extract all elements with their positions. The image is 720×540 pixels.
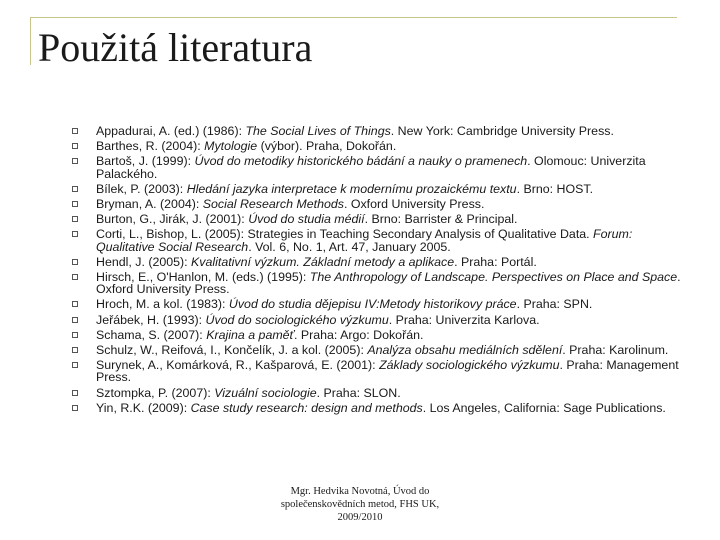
footer-line: Mgr. Hedvika Novotná, Úvod do bbox=[290, 486, 430, 497]
footer-line: 2009/2010 bbox=[337, 512, 383, 523]
square-bullet-icon bbox=[72, 301, 78, 307]
square-bullet-icon bbox=[72, 332, 78, 338]
reference-item: Schulz, W., Reifová, I., Končelík, J. a kol. (2005): Analýza obsahu mediálních sdělení. Praha: Karolinum. bbox=[72, 344, 682, 356]
square-bullet-icon bbox=[72, 143, 78, 149]
square-bullet-icon bbox=[72, 317, 78, 323]
reference-item: Bartoš, J. (1999): Úvod do metodiky historického bádání a nauky o pramenech. Olomouc: Univerzita Palackého. bbox=[72, 155, 682, 179]
reference-item: Schama, S. (2007): Krajina a paměť. Praha: Argo: Dokořán. bbox=[72, 329, 682, 341]
square-bullet-icon bbox=[72, 201, 78, 207]
reference-list bbox=[72, 125, 682, 417]
reference-item: Burton, G., Jirák, J. (2001): Úvod do studia médií. Brno: Barrister & Principal. bbox=[72, 213, 682, 225]
footer-line: společenskovědních metod, FHS UK, bbox=[280, 499, 440, 510]
slide-footer bbox=[240, 485, 480, 524]
slide-title: Použitá literatura bbox=[38, 25, 313, 70]
reference-item: Sztompka, P. (2007): Vizuální sociologie. Praha: SLON. bbox=[72, 387, 682, 399]
reference-item: Hendl, J. (2005): Kvalitativní výzkum. Základní metody a aplikace. Praha: Portál. bbox=[72, 256, 682, 268]
square-bullet-icon bbox=[72, 186, 78, 192]
reference-item: Appadurai, A. (ed.) (1986): The Social Lives of Things. New York: Cambridge University Press. bbox=[72, 125, 682, 137]
square-bullet-icon bbox=[72, 274, 78, 280]
square-bullet-icon bbox=[72, 158, 78, 164]
reference-item: Yin, R.K. (2009): Case study research: design and methods. Los Angeles, California: Sage Publications. bbox=[72, 402, 682, 414]
square-bullet-icon bbox=[72, 259, 78, 265]
reference-item: Barthes, R. (2004): Mytologie (výbor). Praha, Dokořán. bbox=[72, 140, 682, 152]
square-bullet-icon bbox=[72, 216, 78, 222]
square-bullet-icon bbox=[72, 231, 78, 237]
reference-item: Surynek, A., Komárková, R., Kašparová, E. (2001): Základy sociologického výzkumu. Praha: Management Press. bbox=[72, 359, 682, 383]
reference-item: Bryman, A. (2004): Social Research Methods. Oxford University Press. bbox=[72, 198, 682, 210]
reference-item: Corti, L., Bishop, L. (2005): Strategies in Teaching Secondary Analysis of Qualitative Data. Forum: Qualitative Social Research. Vol. 6, No. 1, Art. 47, January 2005. bbox=[72, 228, 682, 252]
reference-item: Hirsch, E., O'Hanlon, M. (eds.) (1995): The Anthropology of Landscape. Perspectives on Place and Space. Oxford University Press. bbox=[72, 271, 682, 295]
reference-item: Hroch, M. a kol. (1983): Úvod do studia dějepisu IV:Metody historikovy práce. Praha: SPN. bbox=[72, 298, 682, 310]
frame-top-line bbox=[30, 17, 677, 18]
frame-left-line bbox=[30, 17, 31, 65]
square-bullet-icon bbox=[72, 362, 78, 368]
reference-item: Jeřábek, H. (1993): Úvod do sociologického výzkumu. Praha: Univerzita Karlova. bbox=[72, 314, 682, 326]
square-bullet-icon bbox=[72, 128, 78, 134]
square-bullet-icon bbox=[72, 405, 78, 411]
reference-item: Bílek, P. (2003): Hledání jazyka interpretace k modernímu prozaickému textu. Brno: HOST. bbox=[72, 183, 682, 195]
square-bullet-icon bbox=[72, 347, 78, 353]
square-bullet-icon bbox=[72, 390, 78, 396]
